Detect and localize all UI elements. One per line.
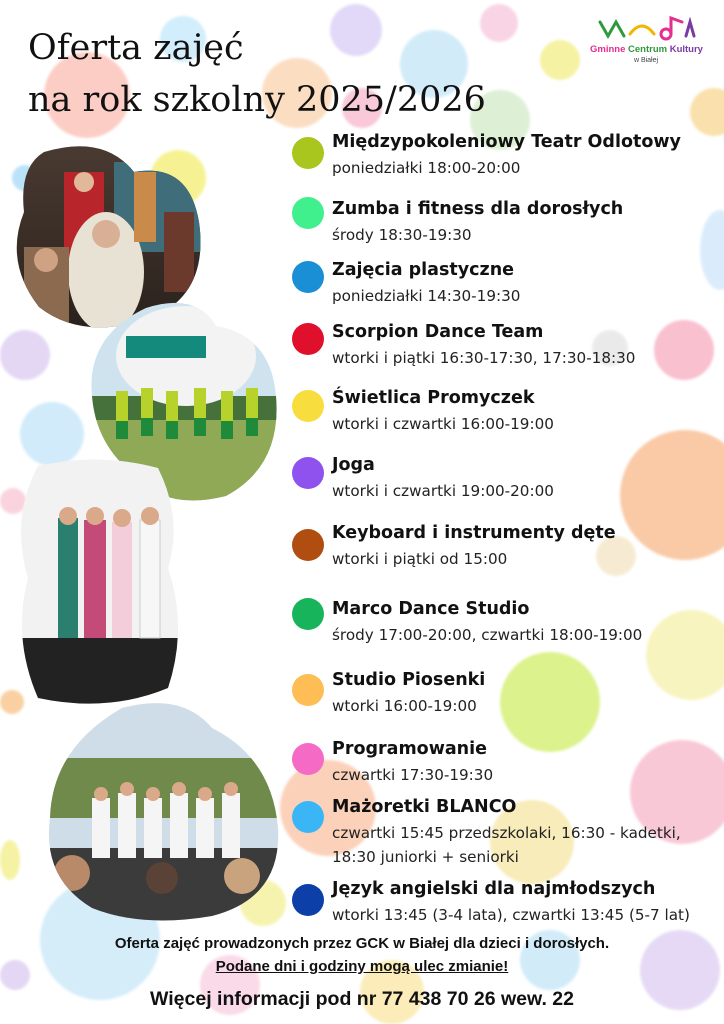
confetti-dot <box>690 88 724 136</box>
bullet-icon <box>292 323 324 355</box>
activity-schedule: wtorki i piątki od 15:00 <box>332 550 508 568</box>
photo-singers <box>18 458 178 708</box>
activity-schedule: czwartki 17:30-19:30 <box>332 766 494 784</box>
activity-name: Zumba i fitness dla dorosłych <box>332 199 624 219</box>
bullet-icon <box>292 743 324 775</box>
bullet-icon <box>292 137 324 169</box>
confetti-dot <box>20 402 84 466</box>
bullet-icon <box>292 598 324 630</box>
bullet-icon <box>292 390 324 422</box>
confetti-dot <box>620 430 724 560</box>
activity-schedule: wtorki i czwartki 19:00-20:00 <box>332 482 554 500</box>
logo-text: Gminne Centrum Kultury <box>590 44 703 55</box>
logo-subtitle: w Białej <box>633 57 659 64</box>
activity-schedule: wtorki 13:45 (3-4 lata), czwartki 13:45 (5-7 lat) <box>332 906 690 924</box>
bullet-icon <box>292 457 324 489</box>
activity-name: Świetlica Promyczek <box>332 388 535 408</box>
footer-disclaimer: Podane dni i godziny mogą ulec zmianie! <box>215 958 509 975</box>
activity-name: Język angielski dla najmłodszych <box>332 879 656 899</box>
photo-majorettes <box>42 698 282 923</box>
activity-name: Zajęcia plastyczne <box>332 260 515 280</box>
activity-schedule: wtorki i piątki 16:30-17:30, 17:30-18:30 <box>332 349 636 367</box>
bullet-icon <box>292 674 324 706</box>
confetti-dot <box>654 320 714 380</box>
confetti-dot <box>500 652 600 752</box>
bullet-icon <box>292 197 324 229</box>
activity-schedule-continued: 18:30 juniorki + seniorki <box>332 848 519 866</box>
activity-schedule: czwartki 15:45 przedszkolaki, 16:30 - kadetki, <box>332 824 681 842</box>
gck-logo <box>590 14 702 70</box>
activity-name: Studio Piosenki <box>332 670 486 690</box>
activity-name: Mażoretki BLANCO <box>332 797 517 817</box>
activity-schedule: poniedziałki 14:30-19:30 <box>332 287 521 305</box>
confetti-dot <box>646 610 724 700</box>
confetti-dot <box>0 330 50 380</box>
activity-name: Programowanie <box>332 739 488 759</box>
footer-description: Oferta zajęć prowadzonych przez GCK w Białej dla dzieci i dorosłych. <box>114 935 610 952</box>
music-notes-logo-icon <box>590 14 702 44</box>
bullet-icon <box>292 884 324 916</box>
confetti-dot <box>540 40 580 80</box>
confetti-dot <box>0 840 20 880</box>
activity-name: Joga <box>332 455 375 475</box>
activity-name: Keyboard i instrumenty dęte <box>332 523 616 543</box>
activity-schedule: poniedziałki 18:00-20:00 <box>332 159 521 177</box>
activity-name: Międzypokoleniowy Teatr Odlotowy <box>332 132 681 152</box>
title-line-1: Oferta zajęć <box>28 28 244 68</box>
bullet-icon <box>292 261 324 293</box>
title-line-2: na rok szkolny 2025/2026 <box>28 80 486 120</box>
activity-schedule: wtorki 16:00-19:00 <box>332 697 477 715</box>
page-title <box>28 22 486 126</box>
bullet-icon <box>292 801 324 833</box>
footer-contact: Więcej informacji pod nr 77 438 70 26 wew. 22 <box>150 988 574 1010</box>
confetti-dot <box>700 210 724 290</box>
activity-schedule: wtorki i czwartki 16:00-19:00 <box>332 415 554 433</box>
activity-name: Marco Dance Studio <box>332 599 530 619</box>
bullet-icon <box>292 529 324 561</box>
activity-schedule: środy 17:00-20:00, czwartki 18:00-19:00 <box>332 626 643 644</box>
activity-name: Scorpion Dance Team <box>332 322 544 342</box>
activity-schedule: środy 18:30-19:30 <box>332 226 472 244</box>
